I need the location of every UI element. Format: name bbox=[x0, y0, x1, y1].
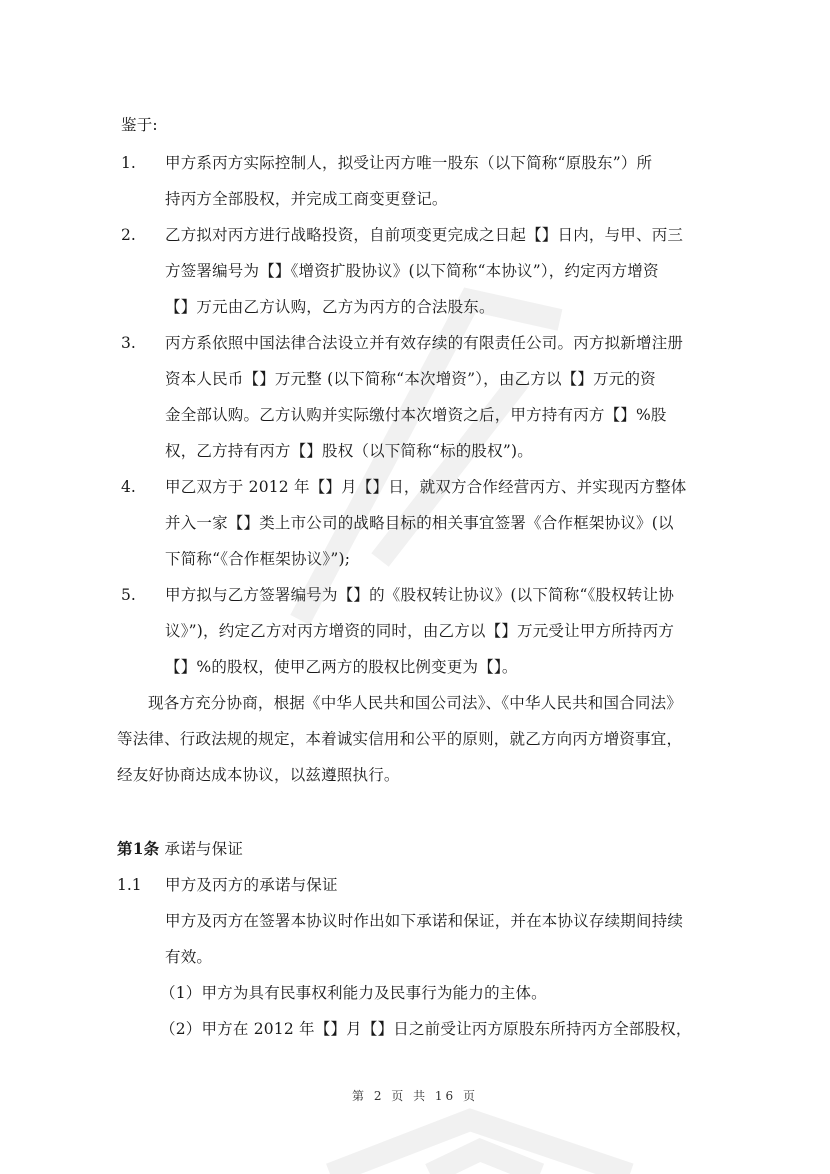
intro-text: 鉴于: bbox=[121, 116, 158, 134]
recital-number: 2. bbox=[121, 226, 136, 244]
recital-number: 3. bbox=[121, 334, 136, 352]
section-body-line: 有效。 bbox=[165, 948, 213, 966]
recital-line: 【】万元由乙方认购，乙方为丙方的合法股东。 bbox=[165, 298, 495, 316]
article-title: 承诺与保证 bbox=[164, 840, 244, 858]
recital-line: 甲乙双方于 2012 年【】月【】日，就双方合作经营丙方、并实现丙方整体 bbox=[165, 478, 687, 496]
recital-line: 资本人民币【】万元整 (以下简称“本次增资”），由乙方以【】万元的资 bbox=[165, 370, 656, 388]
recital-line: 甲方拟与乙方签署编号为【】的《股权转让协议》(以下简称“《股权转让协 bbox=[165, 586, 675, 604]
preamble-line: 现各方充分协商，根据《中华人民共和国公司法》、《中华人民共和国合同法》 bbox=[148, 694, 683, 712]
article-number: 第1条 bbox=[117, 839, 160, 858]
preamble-line: 经友好协商达成本协议，以兹遵照执行。 bbox=[117, 766, 400, 784]
recital-line: 权，乙方持有丙方【】股权（以下简称“标的股权”)。 bbox=[165, 442, 533, 460]
section-body-line: 甲方及丙方在签署本协议时作出如下承诺和保证，并在本协议存续期间持续 bbox=[165, 912, 684, 930]
preamble-line: 等法律、行政法规的规定，本着诚实信用和公平的原则，就乙方向丙方增资事宜， bbox=[117, 730, 683, 748]
recital-line: 甲方系丙方实际控制人，拟受让丙方唯一股东（以下简称“原股东”）所 bbox=[165, 154, 653, 172]
recital-number: 5. bbox=[121, 586, 136, 604]
recital-line: 持丙方全部股权，并完成工商变更登记。 bbox=[165, 190, 448, 208]
clause-line: （1）甲方为具有民事权利能力及民事行为能力的主体。 bbox=[160, 984, 547, 1002]
recital-number: 4. bbox=[121, 478, 136, 496]
recital-line: 议》”)，约定乙方对丙方增资的同时，由乙方以【】万元受让甲方所持丙方 bbox=[165, 622, 675, 640]
recital-number: 1. bbox=[121, 154, 136, 172]
recital-line: 丙方系依照中国法律合法设立并有效存续的有限责任公司。丙方拟新增注册 bbox=[165, 334, 684, 352]
recital-line: 并入一家【】类上市公司的战略目标的相关事宜签署《合作框架协议》(以 bbox=[165, 514, 674, 532]
article-heading bbox=[117, 839, 243, 859]
recital-line: 金全部认购。乙方认购并实际缴付本次增资之后，甲方持有丙方【】%股 bbox=[165, 406, 667, 424]
page-number-footer: 第 2 页 共 16 页 bbox=[352, 1089, 478, 1103]
recital-line: 方签署编号为【】《增资扩股协议》(以下简称“本协议”），约定丙方增资 bbox=[165, 262, 659, 280]
recital-line: 乙方拟对丙方进行战略投资，自前项变更完成之日起【】日内，与甲、丙三 bbox=[165, 226, 684, 244]
section-title: 甲方及丙方的承诺与保证 bbox=[165, 876, 338, 894]
section-number: 1.1 bbox=[117, 876, 142, 894]
recital-line: 下简称“《合作框架协议》”); bbox=[165, 550, 351, 568]
recital-line: 【】%的股权，使甲乙两方的股权比例变更为【】。 bbox=[165, 658, 518, 676]
clause-line: （2）甲方在 2012 年【】月【】日之前受让丙方原股东所持丙方全部股权， bbox=[160, 1020, 692, 1038]
